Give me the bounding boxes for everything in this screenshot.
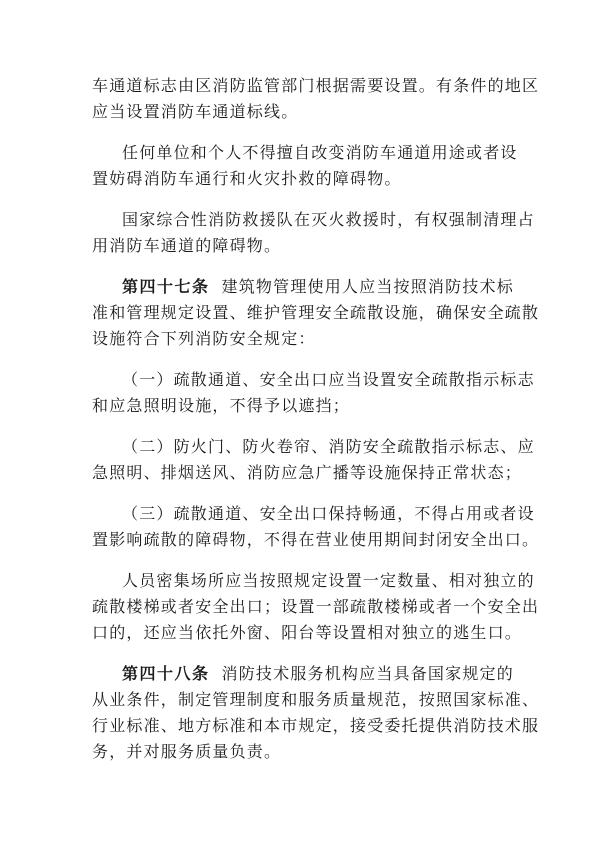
text-line: （一）疏散通道、安全出口应当设置安全疏散指示标志 bbox=[122, 370, 535, 389]
clause-1 bbox=[92, 367, 535, 419]
text-line: 设施符合下列消防安全规定： bbox=[92, 329, 316, 348]
text-line: 人员密集场所应当按照规定设置一定数量、相对独立的 bbox=[122, 571, 535, 590]
text-line: 务，并对服务质量负责。 bbox=[92, 742, 282, 761]
text-line: 车通道标志由区消防监管部门根据需要设置。有条件的地区 bbox=[92, 76, 540, 95]
text-line: 任何单位和个人不得擅自改变消防车通道用途或者设 bbox=[122, 143, 518, 162]
text-line: 急照明、排烟送风、消防应急广播等设施保持正常状态； bbox=[92, 463, 523, 482]
text-line: 用消防车通道的障碍物。 bbox=[92, 236, 282, 255]
text-line bbox=[92, 274, 512, 300]
text-line: 和应急照明设施，不得予以遮挡； bbox=[92, 396, 351, 415]
text-line: 应当设置消防车通道标线。 bbox=[92, 102, 299, 121]
paragraph-1 bbox=[92, 73, 540, 125]
text-line: 从业条件，制定管理制度和服务质量规范，按照国家标准、 bbox=[92, 690, 540, 709]
paragraph-3 bbox=[92, 207, 535, 259]
clause-3 bbox=[92, 501, 540, 553]
article-47 bbox=[92, 274, 540, 352]
article-text: 建筑物管理使用人应当按照消防技术标 bbox=[221, 277, 514, 296]
text-line: 疏散楼梯或者安全出口；设置一部疏散楼梯或者一个安全出 bbox=[92, 597, 540, 616]
text-line: 国家综合性消防救援队在灭火救援时，有权强制清理占 bbox=[122, 210, 535, 229]
text-line: 置妨碍消防车通行和火灾扑救的障碍物。 bbox=[92, 169, 402, 188]
text-line bbox=[92, 661, 512, 687]
paragraph-2 bbox=[92, 140, 518, 192]
clause-2 bbox=[92, 434, 535, 486]
text-line: （二）防火门、防火卷帘、消防安全疏散指示标志、应 bbox=[122, 437, 535, 456]
text-line: 置影响疏散的障碍物，不得在营业使用期间封闭安全出口。 bbox=[92, 530, 540, 549]
text-line: 准和管理规定设置、维护管理安全疏散设施，确保安全疏散 bbox=[92, 303, 540, 322]
article-number: 第四十七条 bbox=[122, 277, 210, 296]
document-body bbox=[92, 73, 540, 780]
paragraph-crowded-places bbox=[92, 568, 540, 646]
text-line: 口的，还应当依托外窗、阳台等设置相对独立的逃生口。 bbox=[92, 623, 523, 642]
article-text: 消防技术服务机构应当具备国家规定的 bbox=[221, 664, 514, 683]
article-number: 第四十八条 bbox=[122, 664, 210, 683]
text-line: （三）疏散通道、安全出口保持畅通，不得占用或者设 bbox=[122, 504, 535, 523]
article-48 bbox=[92, 661, 540, 765]
text-line: 行业标准、地方标准和本市规定，接受委托提供消防技术服 bbox=[92, 716, 540, 735]
